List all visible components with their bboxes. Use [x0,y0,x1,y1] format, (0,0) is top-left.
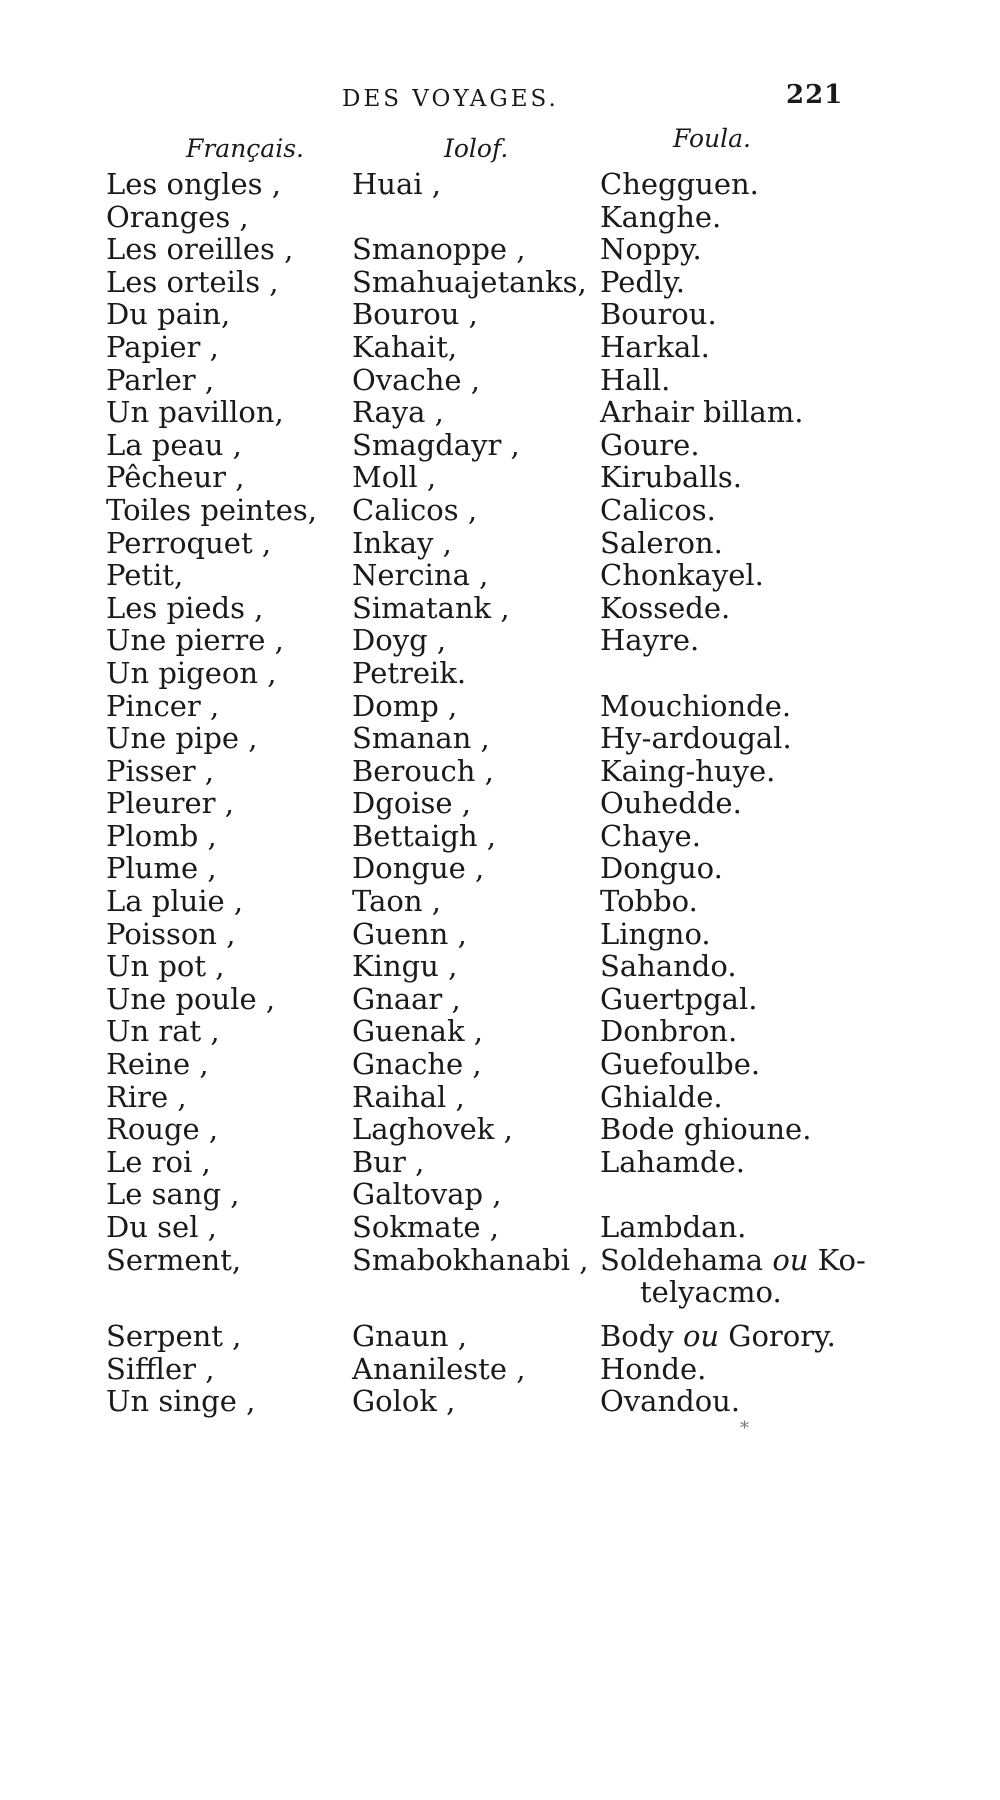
iolof-word: Smanan , [352,721,490,756]
french-word: Oranges , [106,199,249,234]
foula-word: Chonkayel. [600,558,764,593]
table-row [0,592,1000,625]
table-row [0,1178,1000,1211]
iolof-word: Raya , [352,395,444,430]
foula-word-conjunction: ou [682,1319,720,1354]
table-row [0,1244,1000,1277]
table-row [0,527,1000,560]
french-word: Un rat , [106,1014,220,1049]
table-row [0,1353,1000,1386]
table-row [0,201,1000,234]
foula-word-part: Gorory. [719,1319,836,1354]
foula-word: Sahando. [600,949,737,984]
iolof-word: Dgoise , [352,786,472,821]
table-row [0,1146,1000,1179]
french-word: Du pain, [106,297,231,332]
table-row [0,950,1000,983]
french-word: La peau , [106,427,242,462]
vocabulary-table [0,168,1000,1418]
iolof-word: Inkay , [352,525,452,560]
iolof-word: Bettaigh , [352,818,497,853]
table-row [0,1211,1000,1244]
table-row [0,1081,1000,1114]
french-word: Petit, [106,558,184,593]
iolof-word: Taon , [352,884,441,919]
french-word: Pincer , [106,688,220,723]
iolof-word: Berouch , [352,753,494,788]
iolof-word: Smanoppe , [352,232,526,267]
table-row [0,918,1000,951]
iolof-word: Doyg , [352,623,447,658]
foula-word: Hayre. [600,623,700,658]
foula-word: Chegguen. [600,167,759,201]
table-row [0,820,1000,853]
french-word: Une pierre , [106,623,284,658]
french-word: Les oreilles , [106,232,294,267]
iolof-word: Gnache , [352,1047,482,1082]
iolof-word: Smagdayr , [352,427,520,462]
table-row [0,624,1000,657]
iolof-word: Calicos , [352,492,478,527]
iolof-word: Gnaar , [352,981,461,1016]
iolof-word: Petreik. [352,655,467,690]
foula-word: Bourou. [600,297,717,332]
french-word: Perroquet , [106,525,272,560]
table-row [0,266,1000,299]
french-word: Une pipe , [106,721,258,756]
foula-word: Pedly. [600,264,685,299]
table-row [0,233,1000,266]
table-row [0,168,1000,201]
foula-word: Guertpgal. [600,981,758,1016]
iolof-word: Sokmate , [352,1210,499,1244]
iolof-word: Guenn , [352,916,467,951]
french-word: Parler , [106,362,215,397]
foula-word: Ouhedde. [600,786,742,821]
foula-word: Saleron. [600,525,723,560]
french-word: Plomb , [106,818,217,853]
iolof-word: Raihal , [352,1079,465,1114]
iolof-word: Golok , [352,1384,456,1419]
foula-word: Chaye. [600,818,701,853]
french-word: La pluie , [106,884,244,919]
iolof-word: Laghovek , [352,1112,513,1147]
foula-word: Mouchionde. [600,688,792,723]
foula-word: Bode ghioune. [600,1112,812,1147]
foula-word: Kaing-huye. [600,753,776,788]
foula-word: Honde. [600,1351,707,1386]
table-row [0,983,1000,1016]
iolof-word: Huai , [352,167,441,201]
table-row [0,657,1000,690]
table-row [0,1385,1000,1418]
foula-word: Hy-ardougal. [600,721,792,756]
iolof-word: Galtovap , [352,1177,502,1212]
foula-word-part: Soldehama [600,1242,773,1277]
table-row-continuation [0,1276,1000,1320]
column-header-foula: Foula. [673,124,751,153]
foula-word: Donbron. [600,1014,738,1049]
iolof-word: Dongue , [352,851,485,886]
french-word: Un pigeon , [106,655,277,690]
foula-word [600,1320,836,1352]
french-word: Rire , [106,1079,187,1114]
foula-word: Goure. [600,427,700,462]
french-word: Les ongles , [106,167,281,201]
french-word: Reine , [106,1047,209,1082]
table-row [0,852,1000,885]
foula-word: Lingno. [600,916,711,951]
french-word: Pêcheur , [106,460,245,495]
table-row [0,298,1000,331]
foula-word: Donguo. [600,851,723,886]
foula-word: Hall. [600,362,671,397]
french-word: Un pavillon, [106,395,284,430]
table-row [0,787,1000,820]
french-word: Pleurer , [106,786,234,821]
table-row [0,364,1000,397]
table-row [0,559,1000,592]
french-word: Le roi , [106,1144,211,1179]
french-word: Poisson , [106,916,236,951]
foula-word: Lambdan. [600,1210,747,1244]
foula-word: Harkal. [600,329,710,364]
iolof-word: Moll , [352,460,437,495]
iolof-word: Ananileste , [352,1351,526,1386]
french-word: Plume , [106,851,217,886]
column-header-iolof: Iolof. [444,134,509,163]
table-row [0,396,1000,429]
foula-word: Kossede. [600,590,731,625]
french-word: Les pieds , [106,590,264,625]
french-word: Papier , [106,329,219,364]
iolof-word: Gnaun , [352,1319,467,1354]
table-row [0,885,1000,918]
iolof-word: Bourou , [352,297,478,332]
french-word: Un pot , [106,949,225,984]
foula-word-continuation: telyacmo. [640,1275,782,1310]
french-word: Serpent , [106,1319,242,1354]
column-header-francais: Français. [186,134,304,163]
french-word: Toiles peintes, [106,492,317,527]
iolof-word: Smabokhanabi , [352,1242,589,1277]
french-word: Les orteils , [106,264,279,299]
foula-word [600,1244,866,1276]
foula-word-conjunction: ou [772,1242,809,1277]
table-row [0,722,1000,755]
foula-word: Kanghe. [600,199,722,234]
page-number: 221 [786,80,844,110]
foula-word: Guefoulbe. [600,1047,761,1082]
table-row [0,461,1000,494]
iolof-word: Guenak , [352,1014,483,1049]
asterisk-mark: * [740,1418,749,1439]
iolof-word: Nercina , [352,558,489,593]
running-title: DES VOYAGES. [342,86,559,112]
table-row [0,1320,1000,1353]
foula-word: Ovandou. [600,1384,741,1419]
iolof-word: Ovache , [352,362,480,397]
foula-word-part: Ko- [808,1242,866,1277]
iolof-word: Simatank , [352,590,510,625]
table-row [0,494,1000,527]
table-row [0,1113,1000,1146]
table-row [0,429,1000,462]
french-word: Siffler , [106,1351,215,1386]
iolof-word: Smahuajetanks, [352,264,587,299]
french-word: Le sang , [106,1177,240,1212]
foula-word: Noppy. [600,232,702,267]
foula-word: Arhair billam. [600,395,804,430]
table-row [0,331,1000,364]
foula-word: Kiruballs. [600,460,742,495]
table-row [0,690,1000,723]
foula-word-part: Body [600,1319,683,1354]
table-row [0,1015,1000,1048]
foula-word: Ghialde. [600,1079,723,1114]
iolof-word: Domp , [352,688,458,723]
french-word: Serment, [106,1242,242,1277]
table-row [0,1048,1000,1081]
french-word: Une poule , [106,981,276,1016]
french-word: Pisser , [106,753,215,788]
table-row [0,755,1000,788]
foula-word: Lahamde. [600,1144,745,1179]
iolof-word: Kahait, [352,329,458,364]
foula-word: Tobbo. [600,884,698,919]
french-word: Un singe , [106,1384,256,1419]
french-word: Rouge , [106,1112,219,1147]
french-word: Du sel , [106,1210,217,1244]
iolof-word: Kingu , [352,949,458,984]
iolof-word: Bur , [352,1144,425,1179]
foula-word: Calicos. [600,492,716,527]
